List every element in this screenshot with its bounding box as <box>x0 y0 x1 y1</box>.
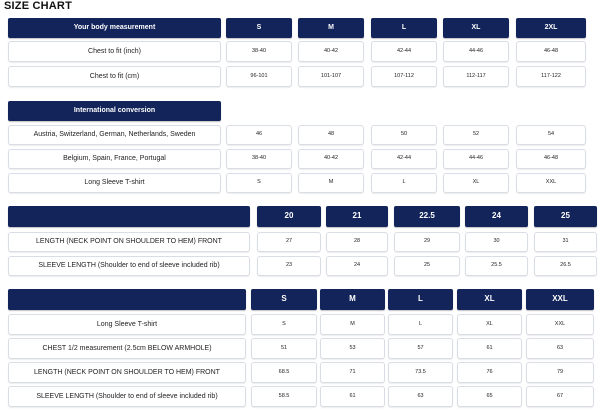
table-cell: 46 <box>226 125 292 145</box>
table-cell: 46-48 <box>516 149 586 169</box>
table-cell: 71 <box>320 362 385 383</box>
table-cell: 61 <box>457 338 522 359</box>
header-size-s: S <box>251 289 317 310</box>
row-label: SLEEVE LENGTH (Shoulder to end of sleeve included rib) <box>8 256 250 276</box>
header-size-m: M <box>298 18 364 38</box>
table-cell: 50 <box>371 125 437 145</box>
table-cell: 38-40 <box>226 149 292 169</box>
table-cell: 42-44 <box>371 41 437 62</box>
table-cell: 57 <box>388 338 453 359</box>
table-cell: 67 <box>526 386 594 407</box>
table-cell: 40-42 <box>298 149 364 169</box>
table-cell: 68.5 <box>251 362 317 383</box>
table-cell: 25 <box>394 256 460 276</box>
header-label <box>8 206 250 227</box>
header-size-m: M <box>320 289 385 310</box>
header-label: Your body measurement <box>8 18 221 38</box>
row-label: Long Sleeve T-shirt <box>8 173 221 193</box>
header-size-21: 21 <box>326 206 388 227</box>
header-size-xl: XL <box>457 289 522 310</box>
row-label: Austria, Switzerland, German, Netherlands, Sweden <box>8 125 221 145</box>
table-cell: XXL <box>526 314 594 335</box>
table-cell: 23 <box>257 256 321 276</box>
table-cell: 26.5 <box>534 256 597 276</box>
table-cell: 79 <box>526 362 594 383</box>
table-cell: 27 <box>257 232 321 252</box>
table-cell: 38-40 <box>226 41 292 62</box>
table-cell: 63 <box>526 338 594 359</box>
table-cell: 46-48 <box>516 41 586 62</box>
table-cell: S <box>226 173 292 193</box>
header-size-22-5: 22.5 <box>394 206 460 227</box>
header-size-xxl: XXL <box>526 289 594 310</box>
table-cell: M <box>320 314 385 335</box>
table-cell: 40-42 <box>298 41 364 62</box>
row-label: Chest to fit (cm) <box>8 66 221 87</box>
table-cell: L <box>388 314 453 335</box>
table-cell: 63 <box>388 386 453 407</box>
table-cell: S <box>251 314 317 335</box>
row-label: Chest to fit (inch) <box>8 41 221 62</box>
table-cell: M <box>298 173 364 193</box>
table-cell: 53 <box>320 338 385 359</box>
row-label: CHEST 1/2 measurement (2.5cm BELOW ARMHOLE) <box>8 338 246 359</box>
table-cell: 101-107 <box>298 66 364 87</box>
table-cell: XL <box>443 173 509 193</box>
table-cell: 96-101 <box>226 66 292 87</box>
table-cell: 65 <box>457 386 522 407</box>
table-cell: 112-117 <box>443 66 509 87</box>
table-cell: 54 <box>516 125 586 145</box>
table-cell: 107-112 <box>371 66 437 87</box>
table-cell: 25.5 <box>465 256 528 276</box>
row-label: Belgium, Spain, France, Portugal <box>8 149 221 169</box>
table-cell: 42-44 <box>371 149 437 169</box>
header-label <box>8 289 246 310</box>
page-title: SIZE CHART <box>4 0 72 12</box>
header-size-20: 20 <box>257 206 321 227</box>
header-size-l: L <box>388 289 453 310</box>
table-cell: 44-46 <box>443 149 509 169</box>
table-cell: 30 <box>465 232 528 252</box>
header-size-l: L <box>371 18 437 38</box>
table-cell: 61 <box>320 386 385 407</box>
table-cell: XL <box>457 314 522 335</box>
table-cell: XXL <box>516 173 586 193</box>
row-label: Long Sleeve T-shirt <box>8 314 246 335</box>
header-size-2xl: 2XL <box>516 18 586 38</box>
header-size-s: S <box>226 18 292 38</box>
table-cell: 24 <box>326 256 388 276</box>
header-size-xl: XL <box>443 18 509 38</box>
table-cell: 73.5 <box>388 362 453 383</box>
header-size-24: 24 <box>465 206 528 227</box>
table-cell: L <box>371 173 437 193</box>
table-cell: 48 <box>298 125 364 145</box>
header-label: International conversion <box>8 101 221 121</box>
header-size-25: 25 <box>534 206 597 227</box>
table-cell: 29 <box>394 232 460 252</box>
table-cell: 28 <box>326 232 388 252</box>
table-cell: 58.5 <box>251 386 317 407</box>
table-cell: 51 <box>251 338 317 359</box>
table-cell: 52 <box>443 125 509 145</box>
table-cell: 31 <box>534 232 597 252</box>
table-cell: 76 <box>457 362 522 383</box>
row-label: LENGTH (NECK POINT ON SHOULDER TO HEM) FRONT <box>8 362 246 383</box>
table-cell: 117-122 <box>516 66 586 87</box>
table-cell: 44-46 <box>443 41 509 62</box>
row-label: SLEEVE LENGTH (Shoulder to end of sleeve included rib) <box>8 386 246 407</box>
row-label: LENGTH (NECK POINT ON SHOULDER TO HEM) FRONT <box>8 232 250 252</box>
